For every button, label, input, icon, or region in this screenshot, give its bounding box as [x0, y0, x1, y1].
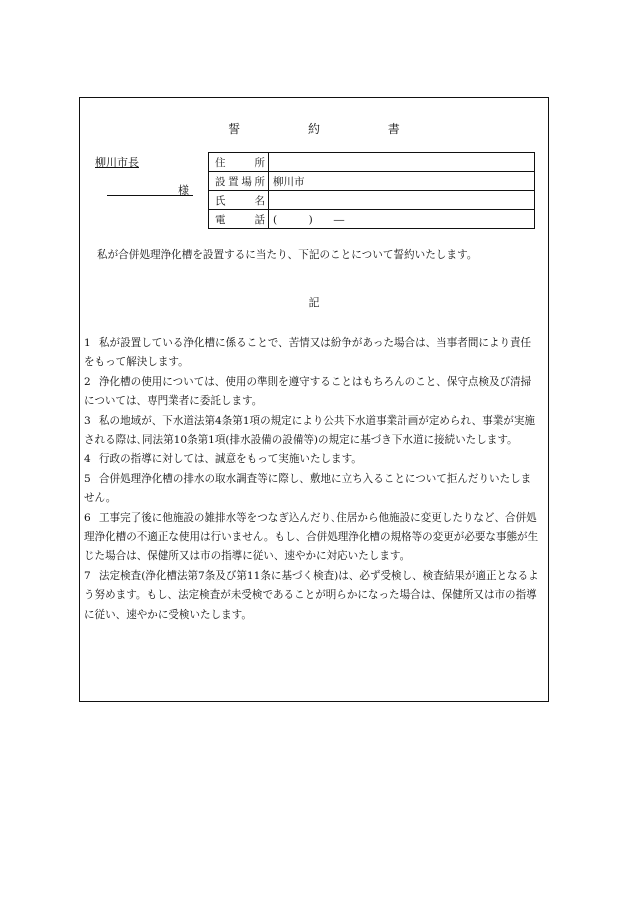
item-number: 3 — [84, 414, 91, 427]
info-label: 氏 名 — [209, 191, 269, 210]
honorific: 様 — [178, 184, 189, 197]
info-row-phone — [209, 210, 535, 229]
pledge-item — [84, 450, 539, 469]
info-value-name — [269, 191, 535, 210]
applicant-info-table — [208, 152, 535, 229]
pledge-document — [79, 97, 549, 702]
item-text: 法定検査(浄化槽法第7条及び第11条に基づく検査)は、必ず受検し、検査結果が適正となるよう努めます。もし、法定検査が未受検であることが明らかになった場合は、保健所又は市の指導に従い、速やかに受検いたします。 — [84, 569, 539, 621]
item-number: 5 — [84, 472, 91, 485]
info-label: 住 所 — [209, 153, 269, 172]
addressee: 柳川市長 — [95, 156, 139, 169]
info-value-installation-site: 柳川市 — [269, 172, 535, 191]
info-row-name — [209, 191, 535, 210]
ki-heading: 記 — [308, 296, 320, 309]
item-text: 工事完了後に他施設の雑排水等をつなぎ込んだり､住居から他施設に変更したりなど、合併処理浄化槽の不適正な使用は行いません。もし、合併処理浄化槽の規格等の変更が必要な事態が生じた場合は、保健所又は市の指導に従い、速やかに対応いたします。 — [84, 511, 539, 563]
pledge-item — [84, 334, 539, 373]
info-value-phone: ( ) ― — [269, 210, 535, 229]
item-number: 7 — [84, 569, 91, 582]
info-label: 電 話 — [209, 210, 269, 229]
info-row-address — [209, 153, 535, 172]
item-text: 浄化槽の使用については、使用の準則を遵守することはもちろんのこと、保守点検及び清掃については、専門業者に委託します。 — [84, 375, 532, 408]
pledge-item — [84, 470, 539, 509]
pledge-item — [84, 567, 539, 625]
info-row-installation-site — [209, 172, 535, 191]
pledge-item — [84, 412, 539, 451]
pledge-items — [84, 334, 539, 625]
item-number: 1 — [84, 337, 91, 349]
item-number: 2 — [84, 375, 91, 388]
item-number: 6 — [84, 511, 91, 524]
pledge-statement: 私が合併処理浄化槽を設置するに当たり、下記のことについて誓約いたします。 — [97, 249, 478, 261]
info-value-address — [269, 153, 535, 172]
item-text: 合併処理浄化槽の排水の取水調査等に際し、敷地に立ち入ることについて拒んだりいたしません。 — [84, 472, 532, 505]
item-text: 行政の指導に対しては、誠意をもって実施いたします。 — [99, 453, 362, 466]
item-text: 私の地域が、下水道法第4条第1項の規定により公共下水道事業計画が定められ、事業が実施される際は､同法第10条第1項(排水設備の設備等)の規定に基づき下水道に接続いたします。 — [84, 414, 535, 447]
document-title: 誓 約 書 — [228, 122, 432, 136]
item-text: 私が設置している浄化槽に係ることで、苦情又は紛争があった場合は、当事者間により責任をもって解決します。 — [84, 337, 532, 369]
pledge-item — [84, 509, 539, 567]
pledge-item — [84, 373, 539, 412]
info-label: 設置場所 — [209, 172, 269, 191]
item-number: 4 — [84, 453, 91, 466]
